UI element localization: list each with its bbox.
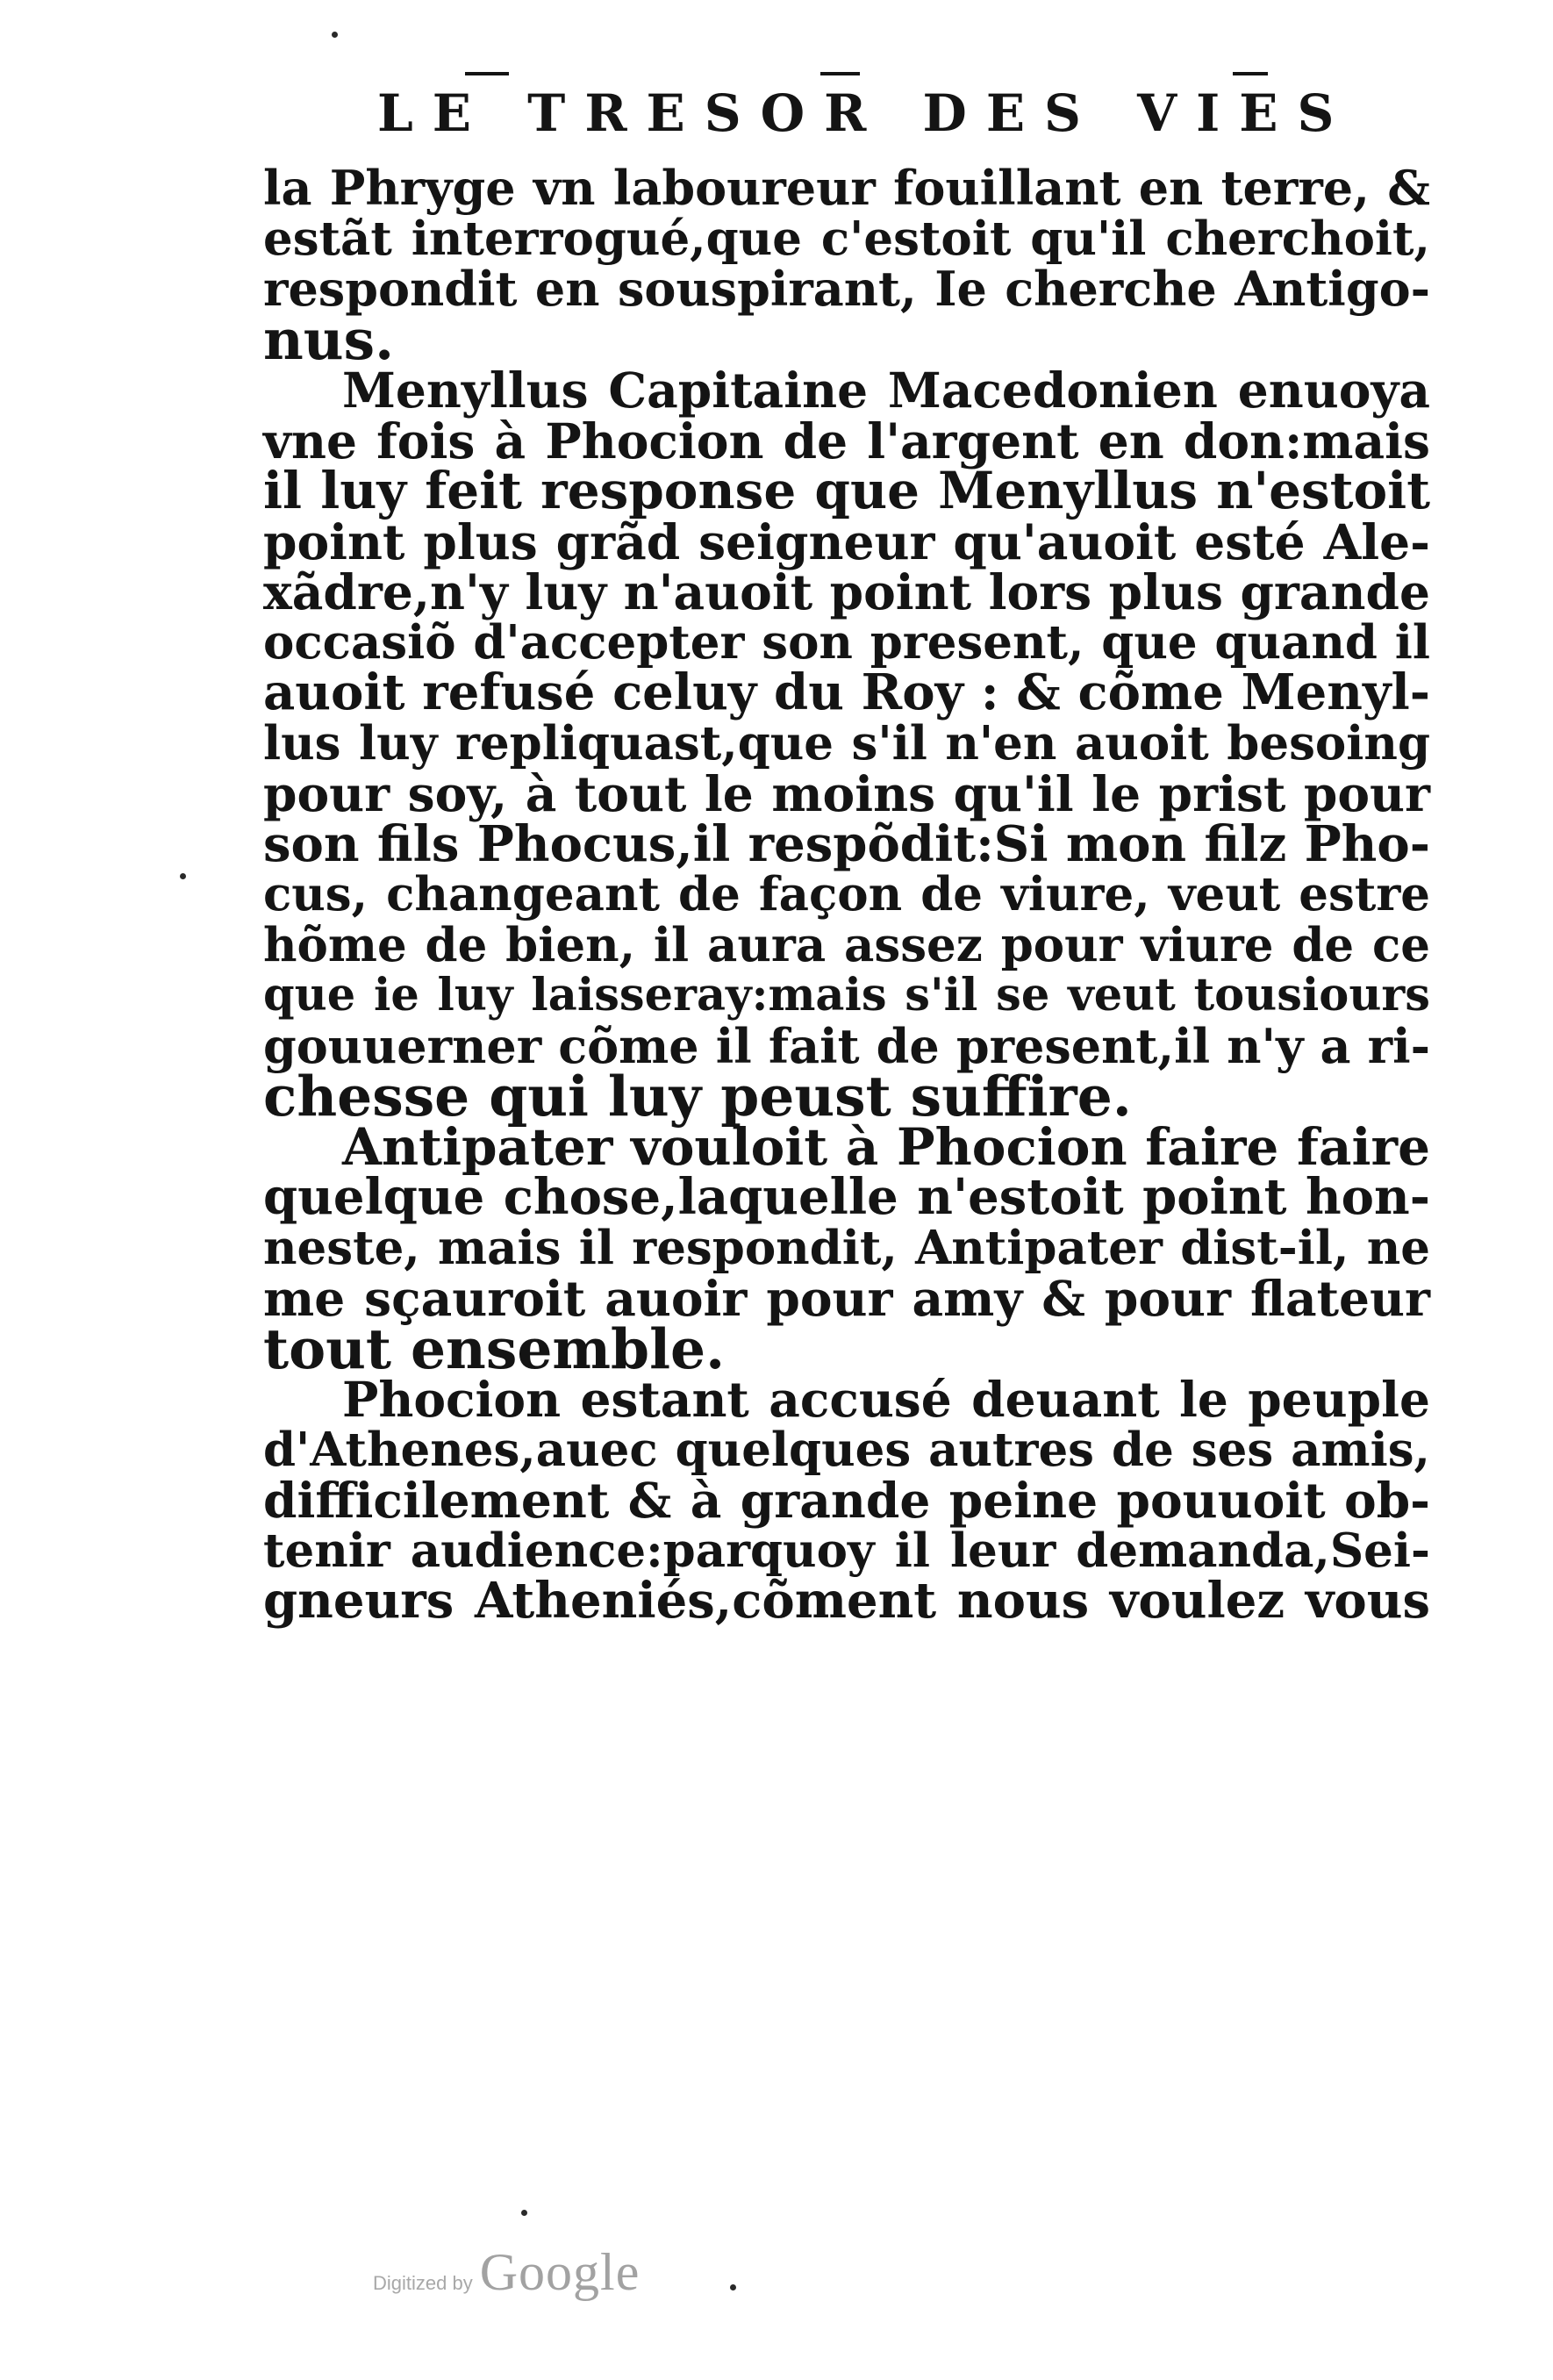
text-line: cus, changeant de façon de viure, veut estre <box>263 867 1430 921</box>
text-line: chesse qui luy peust suffire. <box>263 1064 1132 1129</box>
margin-speck <box>180 873 186 879</box>
text-line: il luy feit response que Menyllus n'estoit <box>263 461 1430 520</box>
text-line: que ie luy laisseray:mais s'il se veut tousiours <box>263 969 1430 1022</box>
text-line: estãt interrogué,que c'estoit qu'il cherchoit, <box>263 211 1430 266</box>
text-line: occasiõ d'accepter son present, que quand il <box>263 614 1430 670</box>
margin-speck <box>521 2210 527 2216</box>
text-line: pour soy, à tout le moins qu'il le prist pour <box>263 765 1430 822</box>
text-line: difficilement & à grande peine pouuoit ob- <box>263 1472 1430 1529</box>
text-line: hõme de bien, il aura assez pour viure de ce <box>263 917 1430 972</box>
text-line: quelque chose,laquelle n'estoit point hon- <box>263 1168 1430 1226</box>
text-line: Antipater vouloit à Phocion faire faire <box>342 1116 1430 1177</box>
text-line: xãdre,n'y luy n'auoit point lors plus grande <box>263 563 1430 620</box>
text-line: vne fois à Phocion de l'argent en don:mais <box>263 412 1430 470</box>
running-title: LE TRESOR DES VIES <box>377 83 1354 143</box>
text-line: la Phryge vn laboureur fouillant en terre, & <box>263 160 1430 216</box>
text-line: auoit refusé celuy du Roy : & cõme Menyl- <box>263 663 1430 721</box>
text-line: lus luy repliquast,que s'il n'en auoit besoing <box>263 715 1430 771</box>
text-line: point plus grãd seigneur qu'auoit esté Ale- <box>263 513 1430 570</box>
margin-speck <box>730 2284 736 2290</box>
text-line: respondit en souspirant, Ie cherche Antigo- <box>263 261 1430 317</box>
digitized-by-label: Digitized by <box>373 2272 473 2294</box>
text-line: tenir audience:parquoy il leur demanda,Sei- <box>263 1523 1430 1578</box>
text-line: Phocion estant accusé deuant le peuple <box>342 1371 1430 1428</box>
digitized-by-watermark <box>373 2242 640 2303</box>
header-rule-right <box>1233 72 1268 75</box>
header-rule-middle <box>820 72 860 75</box>
text-line: son fils Phocus,il respõdit:Si mon filz Pho- <box>263 814 1430 873</box>
text-line: Menyllus Capitaine Macedonien enuoya <box>342 362 1430 419</box>
text-line: nus. <box>263 306 395 372</box>
text-line: gneurs Atheniés,cõment nous voulez vous <box>263 1572 1430 1630</box>
text-line: neste, mais il respondit, Antipater dist-il, ne <box>263 1220 1430 1275</box>
margin-speck <box>332 32 338 38</box>
text-line: d'Athenes,auec quelques autres de ses amis, <box>263 1422 1430 1477</box>
text-line: me sçauroit auoir pour amy & pour flateur <box>263 1270 1430 1327</box>
header-rule-left <box>465 72 509 75</box>
text-line: gouuerner cõme il fait de present,il n'y a ri- <box>263 1017 1430 1074</box>
body-text <box>263 160 1430 1630</box>
text-line: tout ensemble. <box>263 1315 726 1381</box>
google-logo: Google <box>479 2243 641 2301</box>
